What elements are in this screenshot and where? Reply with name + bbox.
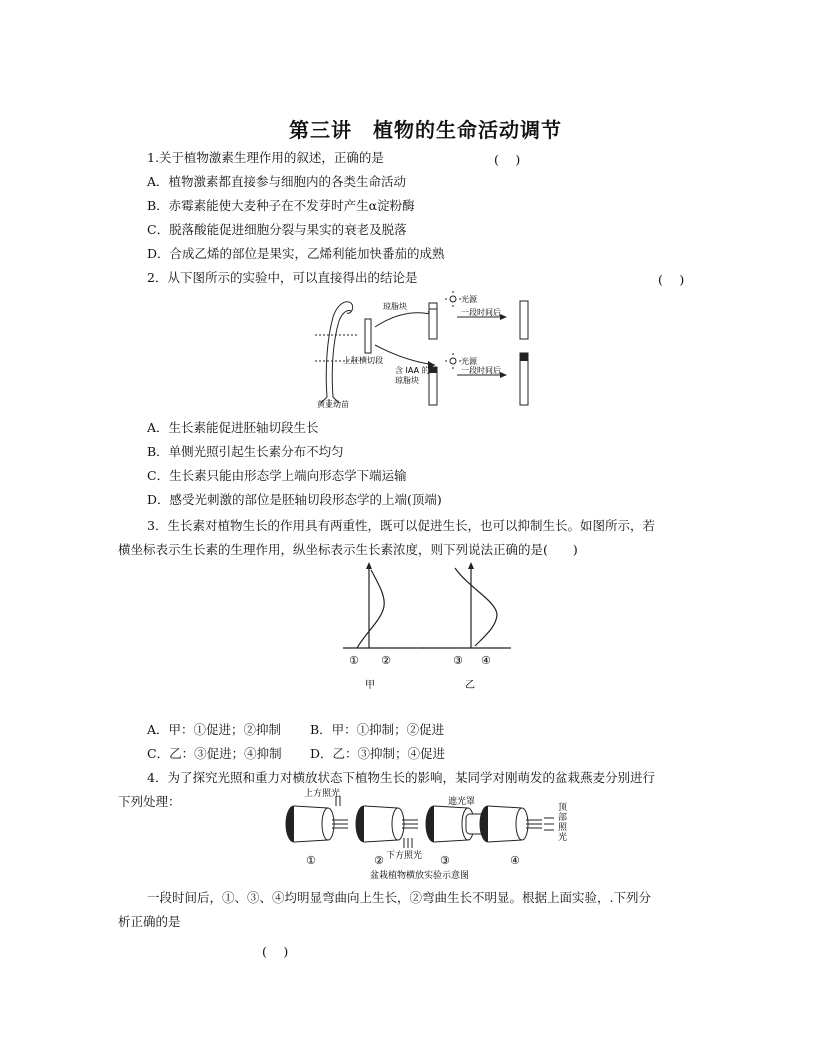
light-source-icon-bottom xyxy=(450,358,456,364)
q2-option-c: C．生长素只能由形态学上端向形态学下端运输 xyxy=(147,468,407,483)
q2-option-b: B．单侧光照引起生长素分布不均匀 xyxy=(147,444,344,459)
q4-answer-paren: ( ) xyxy=(262,944,289,959)
label-yi: 乙 xyxy=(465,680,475,691)
pot-1 xyxy=(286,806,348,842)
q3-option-b: B．甲：①抑制；②促进 xyxy=(310,722,445,737)
q1-answer-paren: ( ) xyxy=(494,152,521,167)
q3-option-d: D．乙：③抑制；④促进 xyxy=(310,746,446,761)
q2-experiment-figure xyxy=(315,289,555,411)
q4-stem-line2: 下列处理： xyxy=(118,794,181,809)
q4-after-line1: 一段时间后，①、③、④均明显弯曲向上生长，②弯曲生长不明显。根据上面实验，.下列分 xyxy=(147,890,651,905)
q3-option-a: A．甲：①促进；②抑制 xyxy=(147,722,282,737)
page-title: 第三讲 植物的生命活动调节 xyxy=(289,118,562,142)
q1-option-d: D．合成乙烯的部位是果实，乙烯利能加快番茄的成熟 xyxy=(147,246,445,261)
label-iaa-1: 含 IAA 的 xyxy=(395,366,430,375)
mark-2: ② xyxy=(381,654,391,667)
mark-1: ① xyxy=(349,654,359,667)
q3-figure xyxy=(335,560,515,696)
graph-yi xyxy=(421,562,511,648)
label-top-light: 上方照光 xyxy=(304,789,341,799)
label-shade: 遮光罩 xyxy=(448,797,476,807)
tip-light-arrows xyxy=(544,818,554,830)
arrow-bottom xyxy=(375,345,435,365)
label-light-top: 光源 xyxy=(461,295,477,304)
q3-stem-line1: 3．生长素对植物生长的作用具有两重性，既可以促进生长，也可以抑制生长。如图所示，若 xyxy=(147,518,655,533)
label-bottom-light: 下方照光 xyxy=(386,851,423,861)
q2-option-a: A．生长素能促进胚轴切段生长 xyxy=(147,420,319,435)
arrow-top xyxy=(375,313,435,327)
q4-after-line2: 析正确的是 xyxy=(118,914,181,929)
iaa-agar-block xyxy=(429,367,437,373)
q3-option-c: C．乙：③促进；④抑制 xyxy=(147,746,282,761)
bottom-light-arrows xyxy=(404,838,412,848)
q2-stem: 2．从下图所示的实验中，可以直接得出的结论是 xyxy=(147,270,418,285)
mark-4: ④ xyxy=(481,654,491,667)
label-light-bottom: 光源 xyxy=(461,357,477,366)
q4-stem-line1: 4．为了探究光照和重力对横放状态下植物生长的影响，某同学对刚萌发的盆栽燕麦分别进行 xyxy=(147,770,655,785)
pot-2 xyxy=(356,806,418,842)
label-seedling: 黄豆幼苗 xyxy=(317,400,349,409)
label-tip-1: 顶 xyxy=(558,803,568,813)
pot-mark-3: ③ xyxy=(440,854,450,867)
label-jia: 甲 xyxy=(365,680,375,691)
q1-option-c: C．脱落酸能促进细胞分裂与果实的衰老及脱落 xyxy=(147,222,407,237)
mark-3: ③ xyxy=(453,654,463,667)
label-time-bottom: 一段时间后 xyxy=(461,366,501,375)
q1-option-a: A．植物激素都直接参与细胞内的各类生命活动 xyxy=(147,174,407,189)
result-segment-top xyxy=(520,301,528,339)
light-source-icon-top xyxy=(450,296,456,302)
label-time-top: 一段时间后 xyxy=(461,308,501,317)
label-cut: 上胚横切段 xyxy=(343,356,383,365)
pot-mark-2: ② xyxy=(374,854,384,867)
label-tip-4: 光 xyxy=(558,833,568,843)
q1-stem: 1.关于植物激素生理作用的叙述，正确的是 xyxy=(147,150,384,165)
seedling-drawing xyxy=(315,302,359,407)
q1-option-b: B．赤霉素能使大麦种子在不发芽时产生α淀粉酶 xyxy=(147,198,415,213)
pot-mark-4: ④ xyxy=(510,854,520,867)
q4-figure xyxy=(280,786,570,882)
graph-jia xyxy=(343,562,423,648)
agar-block-top xyxy=(429,303,437,309)
label-tip-3: 照 xyxy=(558,823,568,833)
cut-segment xyxy=(365,319,371,353)
q2-answer-paren: ( ) xyxy=(658,272,685,287)
pot-4 xyxy=(480,806,542,842)
q2-option-d: D．感受光刺激的部位是胚轴切段形态学的上端(顶端) xyxy=(147,492,442,507)
label-iaa-2: 琼脂块 xyxy=(395,376,419,385)
label-agar: 琼脂块 xyxy=(383,302,407,311)
q3-stem-line2: 横坐标表示生长素的生理作用，纵坐标表示生长素浓度，则下列说法正确的是( ) xyxy=(118,542,578,557)
pot-mark-1: ① xyxy=(306,854,316,867)
figure-caption: 盆栽植物横放实验示意图 xyxy=(370,871,470,881)
label-tip-2: 部 xyxy=(558,813,568,823)
